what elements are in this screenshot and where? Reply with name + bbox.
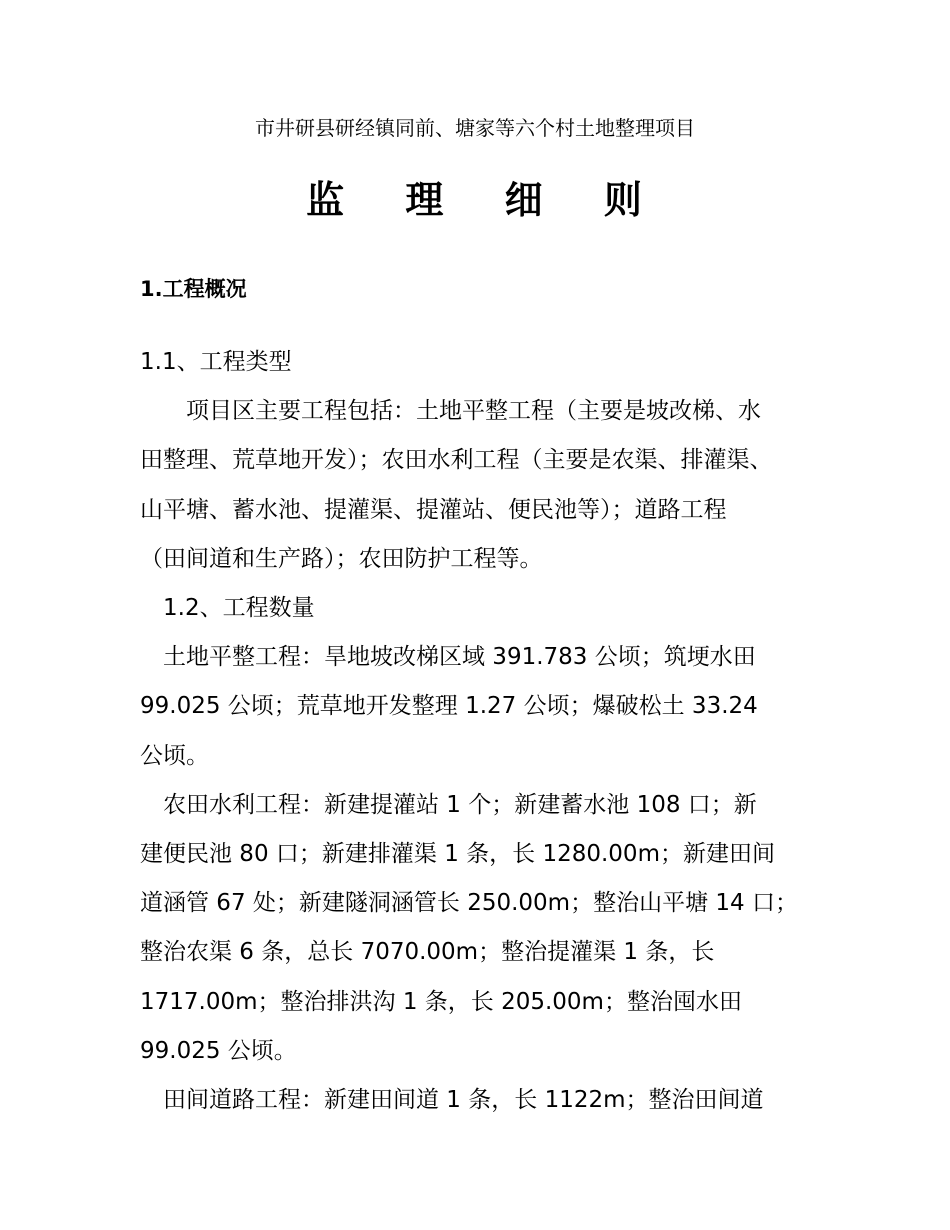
subsection-heading: 1.1、工程类型 <box>140 349 292 375</box>
title-char: 监 <box>306 178 347 222</box>
paragraph-line: 山平塘、蓄水池、提灌渠、提灌站、便民池等）；道路工程 <box>140 496 727 523</box>
paragraph-line: 99.025 公顷；荒草地开发整理 1.27 公顷；爆破松土 33.24 <box>140 693 758 720</box>
paragraph-line: 田间道路工程：新建田间道 1 条，长 1122m；整治田间道 <box>140 1087 764 1114</box>
title-char: 则 <box>603 178 644 222</box>
paragraph-line: 项目区主要工程包括：土地平整工程（主要是坡改梯、水 <box>140 398 761 425</box>
paragraph-line: （田间道和生产路）；农田防护工程等。 <box>140 545 543 572</box>
paragraph-line: 农田水利工程：新建提灌站 1 个；新建蓄水池 108 口；新 <box>140 791 757 818</box>
project-subtitle: 市井研县研经镇同前、塘家等六个村土地整理项目 <box>255 116 695 140</box>
paragraph-line: 公顷。 <box>140 742 209 769</box>
title-char: 理 <box>405 178 446 222</box>
paragraph-line: 99.025 公顷。 <box>140 1037 297 1064</box>
section-heading: 1.工程概况 <box>140 277 247 301</box>
paragraph-line: 1717.00m；整治排洪沟 1 条，长 205.00m；整治囤水田 <box>140 988 742 1015</box>
paragraph-line: 整治农渠 6 条，总长 7070.00m；整治提灌渠 1 条，长 <box>140 939 715 966</box>
title-char: 细 <box>504 178 545 222</box>
document-title <box>0 175 950 225</box>
subsection-heading: 1.2、工程数量 <box>140 595 315 622</box>
body-text <box>140 338 830 1125</box>
paragraph-line: 建便民池 80 口；新建排灌渠 1 条，长 1280.00m；新建田间 <box>140 841 775 868</box>
paragraph-line: 田整理、荒草地开发）；农田水利工程（主要是农渠、排灌渠、 <box>140 447 773 474</box>
paragraph-line: 土地平整工程：旱地坡改梯区域 391.783 公顷；筑埂水田 <box>140 644 756 671</box>
paragraph-line: 道涵管 67 处；新建隧洞涵管长 250.00m；整治山平塘 14 口； <box>140 890 798 917</box>
